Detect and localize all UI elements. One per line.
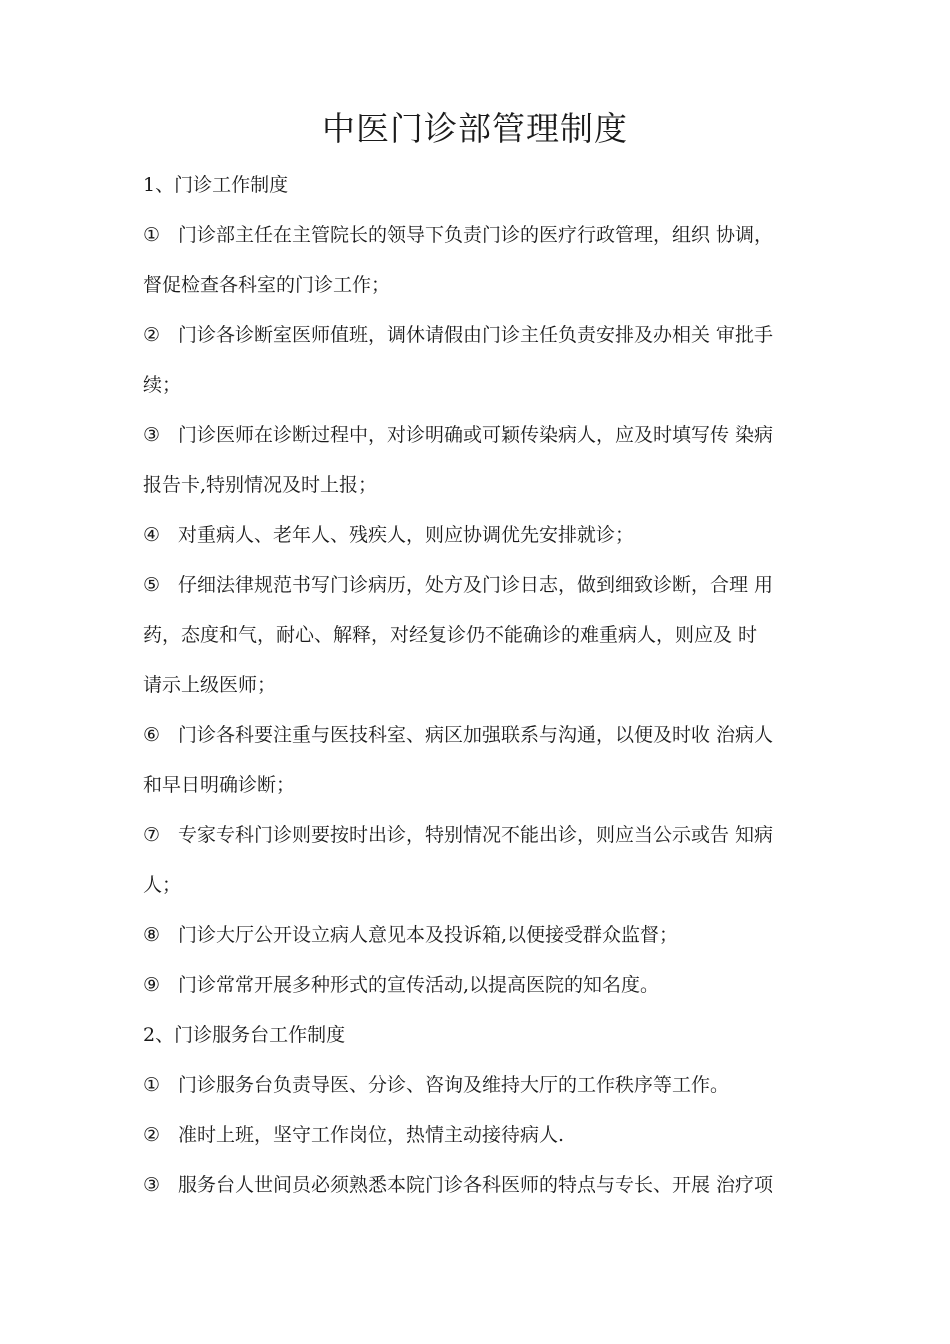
item-text: 对重病人、老年人、残疾人，则应协调优先安排就诊； <box>178 524 635 546</box>
list-item <box>143 1060 823 1110</box>
item-number: ⑦ <box>143 824 161 846</box>
item-text: 门诊服务台负责导医、分诊、咨询及维持大厅的工作秩序等工作。 <box>178 1074 730 1096</box>
item-text-continuation: 报告卡,特别情况及时上报； <box>143 474 378 496</box>
item-text: 专家专科门诊则要按时出诊，特别情况不能出诊，则应当公示或告 知病 <box>178 824 774 846</box>
item-text: 门诊部主任在主管院长的领导下负责门诊的医疗行政管理，组织 协调， <box>178 224 774 246</box>
item-text-continuation: 续； <box>143 374 182 396</box>
document-title: 中医门诊部管理制度 <box>322 109 628 148</box>
list-item <box>143 510 823 560</box>
item-text-continuation: 人； <box>143 874 182 896</box>
item-number: ① <box>143 1074 161 1096</box>
item-text: 门诊常常开展多种形式的宣传活动,以提高医院的知名度。 <box>178 974 660 996</box>
item-number: ③ <box>143 1174 161 1196</box>
item-number: ⑨ <box>143 974 161 996</box>
section-heading: 1、门诊工作制度 <box>143 174 289 196</box>
item-text: 准时上班，坚守工作岗位，热情主动接待病人. <box>178 1124 565 1146</box>
list-item <box>143 910 823 960</box>
section-heading: 2、门诊服务台工作制度 <box>143 1024 346 1046</box>
list-item <box>143 1160 823 1210</box>
item-number: ① <box>143 224 161 246</box>
item-number: ⑧ <box>143 924 161 946</box>
item-text: 服务台人世间员必须熟悉本院门诊各科医师的特点与专长、开展 治疗项 <box>178 1174 774 1196</box>
item-text: 门诊各诊断室医师值班，调休请假由门诊主任负责安排及办相关 审批手 <box>178 324 774 346</box>
list-item <box>143 210 823 260</box>
document-body <box>143 160 823 1210</box>
item-text-continuation: 督促检查各科室的门诊工作； <box>143 274 391 296</box>
list-item <box>143 410 823 460</box>
list-item <box>143 810 823 860</box>
item-number: ⑤ <box>143 574 161 596</box>
item-text: 门诊各科要注重与医技科室、病区加强联系与沟通，以便及时收 治病人 <box>178 724 774 746</box>
item-number: ② <box>143 324 161 346</box>
item-text: 仔细法律规范书写门诊病历，处方及门诊日志，做到细致诊断，合理 用 <box>178 574 774 596</box>
item-text: 门诊医师在诊断过程中，对诊明确或可颖传染病人，应及时填写传 染病 <box>178 424 774 446</box>
list-item <box>143 960 823 1010</box>
item-text-continuation: 请示上级医师； <box>143 674 277 696</box>
item-number: ④ <box>143 524 161 546</box>
list-item <box>143 310 823 360</box>
list-item <box>143 1110 823 1160</box>
list-item <box>143 560 823 610</box>
item-text-continuation: 药，态度和气，耐心、解释，对经复诊仍不能确诊的难重病人，则应及 时 <box>143 624 758 646</box>
item-number: ⑥ <box>143 724 161 746</box>
list-item <box>143 710 823 760</box>
item-text-continuation: 和早日明确诊断； <box>143 774 296 796</box>
item-text: 门诊大厅公开设立病人意见本及投诉箱,以便接受群众监督； <box>178 924 679 946</box>
item-number: ② <box>143 1124 161 1146</box>
item-number: ③ <box>143 424 161 446</box>
